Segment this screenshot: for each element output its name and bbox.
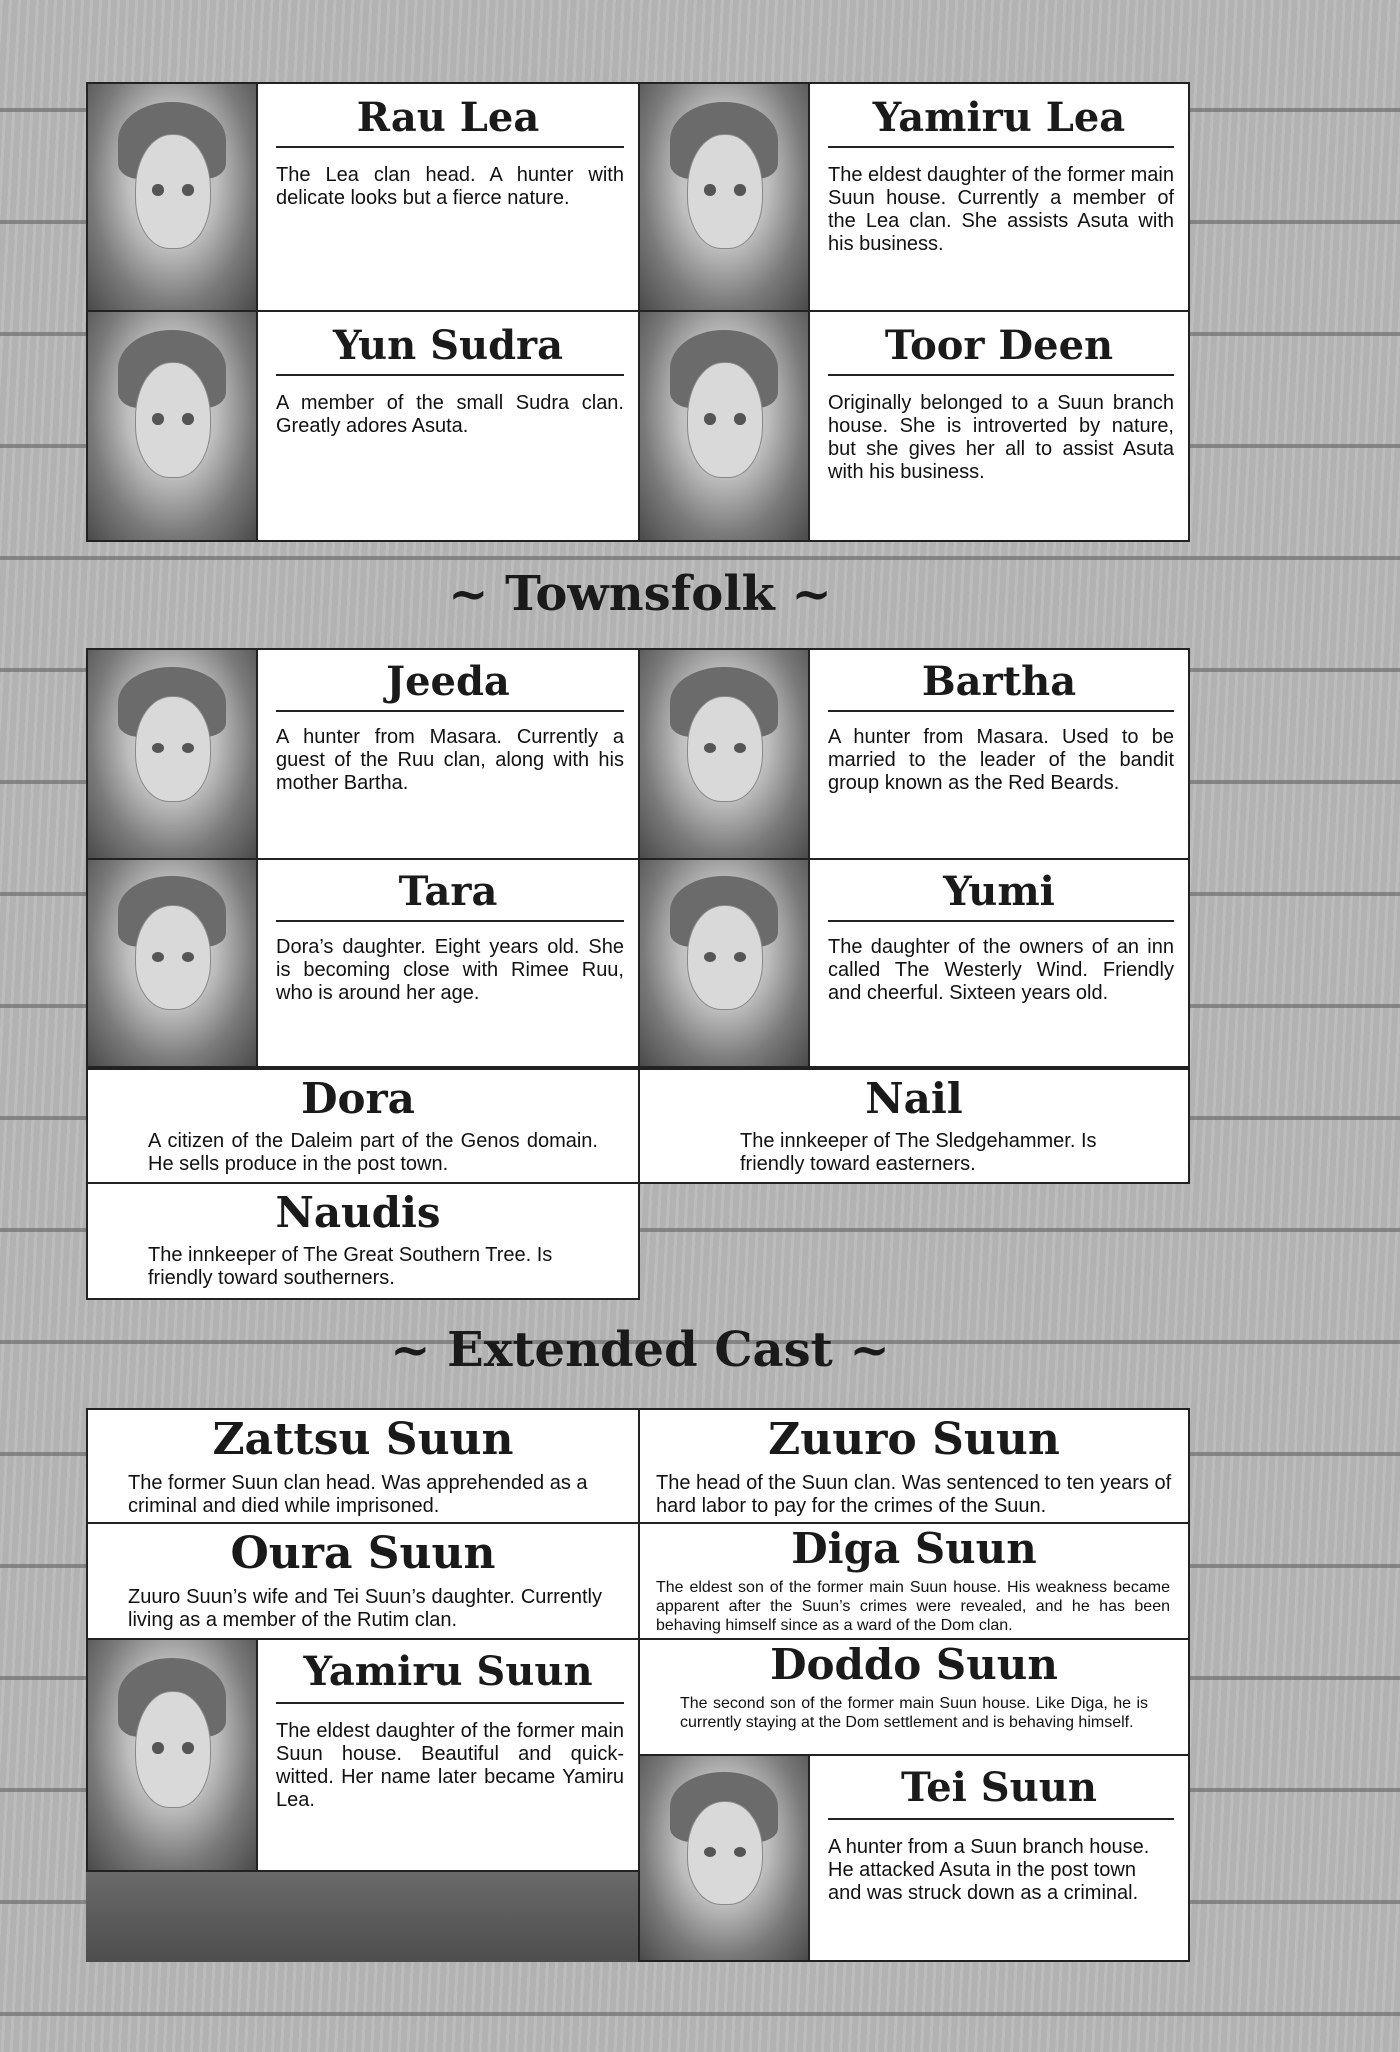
character-description: The eldest daughter of the former main Suun house. Currently a member of the Lea clan. She assists Asuta with his business. [828,164,1174,255]
character-name: Dora [301,1074,415,1123]
divider [828,710,1174,712]
divider [276,1702,624,1704]
character-description: A hunter from Masara. Used to be married to the leader of the bandit group known as the Red Beards. [828,726,1174,794]
divider [828,374,1174,376]
character-description: The head of the Suun clan. Was sentenced to ten years of hard labor to pay for the crimes of the Suun. [656,1472,1172,1517]
character-description: The second son of the former main Suun house. Like Diga, he is currently staying at the Dom settlement and is behaving himself. [680,1695,1148,1731]
card-toor-deen [808,310,1190,542]
card-jeeda [256,648,640,860]
card-zuuro-suun [638,1408,1190,1524]
card-yun-sudra [256,310,640,542]
character-description: A member of the small Sudra clan. Greatly adores Asuta. [276,392,624,437]
divider [276,374,624,376]
character-name: Yamiru Lea [872,94,1126,141]
character-description: A hunter from a Suun branch house. He attacked Asuta in the post town and was struck down as a criminal. [828,1836,1150,1904]
card-dora [86,1068,640,1184]
character-description: The innkeeper of The Sledgehammer. Is friendly toward easterners. [740,1130,1097,1175]
decorative-band [86,1872,640,1962]
card-doddo-suun [638,1638,1190,1756]
card-yumi [808,858,1190,1068]
portrait-yamiru-suun [86,1638,258,1872]
character-name: Naudis [275,1188,441,1237]
portrait-yun-sudra [86,310,258,542]
portrait-yumi [638,858,810,1068]
card-yamiru-suun [256,1638,640,1872]
character-name: Diga Suun [791,1524,1037,1573]
card-diga-suun [638,1522,1190,1640]
divider [828,920,1174,922]
character-description: The innkeeper of The Great Southern Tree. Is friendly toward southerners. [148,1244,553,1289]
portrait-rau-lea [86,82,258,312]
character-description: A citizen of the Daleim part of the Genos domain. He sells produce in the post town. [148,1130,598,1175]
character-name: Toor Deen [884,322,1114,369]
section-title-townsfolk: ~ Townsfolk ~ [448,566,832,622]
character-description: The eldest son of the former main Suun house. His weakness became apparent after the Suun’s crimes were revealed, and he has been behaving himself since as a ward of the Dom clan. [656,1579,1170,1634]
divider [828,146,1174,148]
character-name: Bartha [921,658,1077,705]
divider [828,1818,1174,1820]
character-name: Oura Suun [230,1528,496,1579]
character-name: Zattsu Suun [212,1414,514,1465]
card-rau-lea [256,82,640,312]
portrait-tei-suun [638,1754,810,1962]
character-name: Yun Sudra [332,322,564,369]
character-description: Dora’s daughter. Eight years old. She is becoming close with Rimee Ruu, who is around her age. [276,936,624,1004]
character-description: The former Suun clan head. Was apprehended as a criminal and died while imprisoned. [128,1472,588,1517]
divider [276,146,624,148]
section-title-extended-cast: ~ Extended Cast ~ [390,1322,890,1378]
card-yamiru-lea [808,82,1190,312]
portrait-tara [86,858,258,1068]
card-zattsu-suun [86,1408,640,1524]
character-description: The daughter of the owners of an inn called The Westerly Wind. Friendly and cheerful. Sixteen years old. [828,936,1174,1004]
character-description: Originally belonged to a Suun branch house. She is introverted by nature, but she gives her all to assist Asuta with his business. [828,392,1174,483]
divider [276,710,624,712]
character-description: The eldest daughter of the former main Suun house. Beautiful and quick-witted. Her name later became Yamiru Lea. [276,1720,624,1811]
card-tara [256,858,640,1068]
portrait-bartha [638,648,810,860]
card-nail [638,1068,1190,1184]
card-oura-suun [86,1522,640,1640]
divider [276,920,624,922]
portrait-jeeda [86,648,258,860]
character-name: Tei Suun [901,1764,1097,1811]
character-name: Rau Lea [356,94,540,141]
character-name: Doddo Suun [770,1640,1058,1689]
portrait-toor-deen [638,310,810,542]
character-name: Jeeda [386,658,510,705]
character-description: A hunter from Masara. Currently a guest of the Ruu clan, along with his mother Bartha. [276,726,624,794]
card-tei-suun [808,1754,1190,1962]
character-name: Yamiru Suun [303,1648,593,1695]
character-name: Nail [865,1074,963,1123]
card-bartha [808,648,1190,860]
character-name: Zuuro Suun [768,1414,1060,1465]
portrait-yamiru-lea [638,82,810,312]
card-naudis [86,1182,640,1300]
character-name: Tara [398,868,498,915]
character-description: The Lea clan head. A hunter with delicate looks but a fierce nature. [276,164,624,209]
character-description: Zuuro Suun’s wife and Tei Suun’s daughter. Currently living as a member of the Rutim clan. [128,1586,602,1631]
character-name: Yumi [943,868,1055,915]
